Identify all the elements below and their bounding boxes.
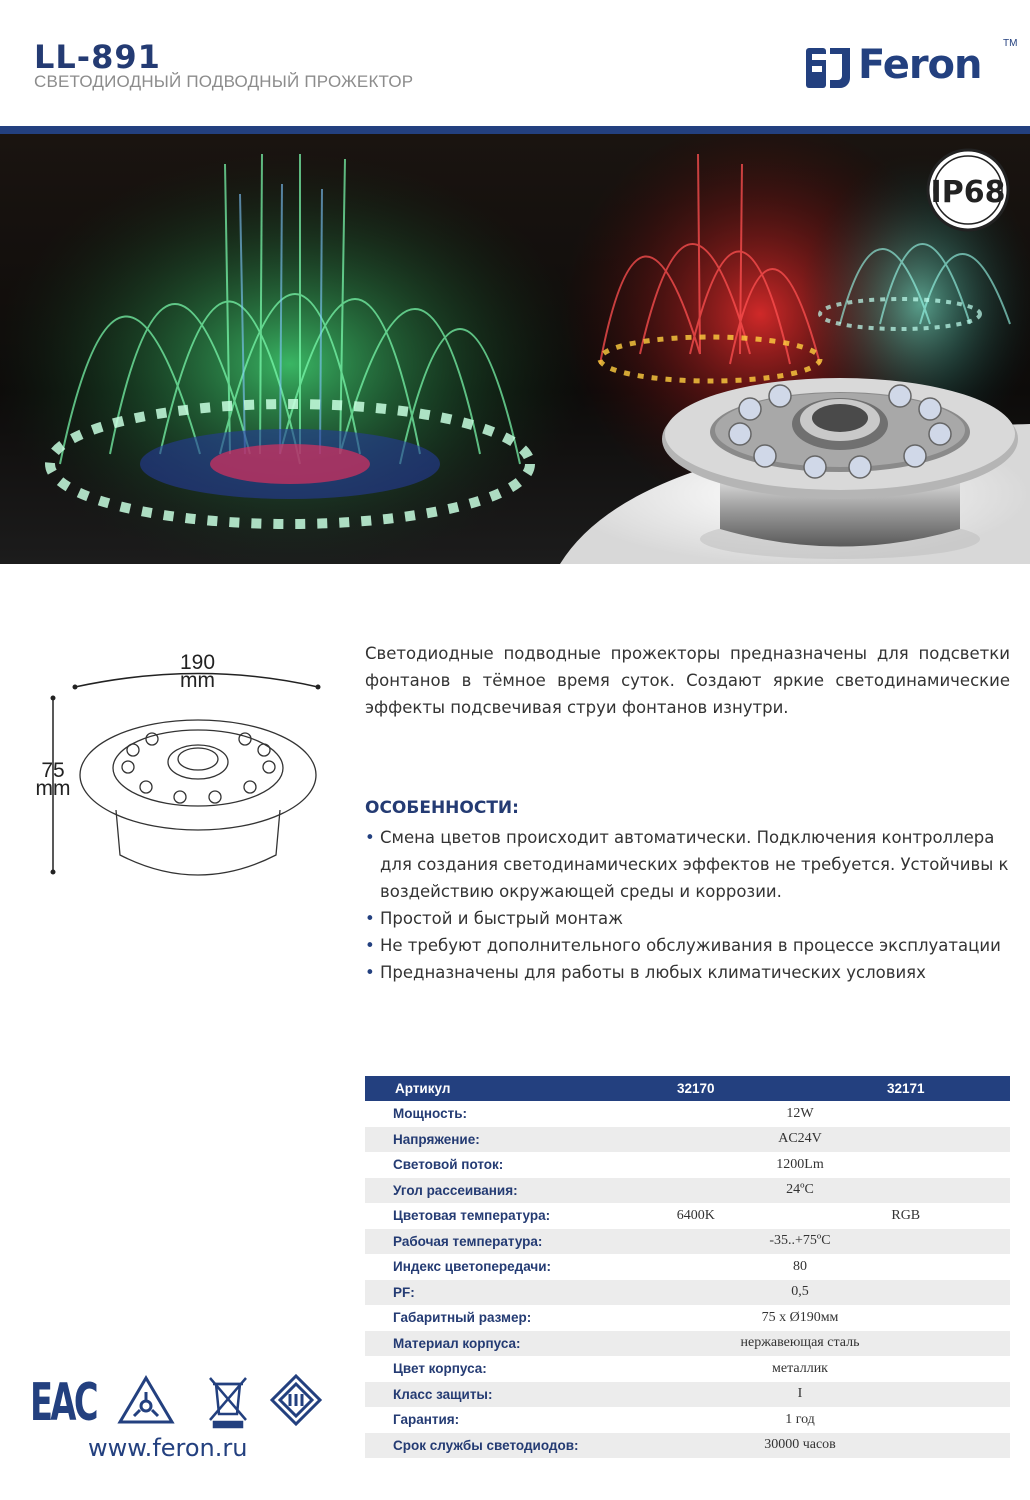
width-value: 190 [179, 651, 216, 674]
list-item [365, 905, 1020, 932]
feron-logo [800, 38, 1018, 96]
table-row [365, 1280, 1010, 1306]
product-subtitle: СВЕТОДИОДНЫЙ ПОДВОДНЫЙ ПРОЖЕКТОР [34, 72, 414, 91]
table-row [365, 1101, 1010, 1127]
spec-value: -35..+75ºC [590, 1229, 1010, 1255]
table-row [365, 1254, 1010, 1280]
certification-icons [30, 1370, 330, 1430]
specs-table [365, 1076, 1010, 1459]
bullet-icon: • [365, 909, 375, 928]
list-item [365, 932, 1020, 959]
eac-mark-icon [30, 1373, 97, 1430]
brand-name: Feron [858, 42, 982, 88]
spec-value: 30000 часов [590, 1433, 1010, 1459]
table-row [365, 1229, 1010, 1255]
table-row [365, 1178, 1010, 1204]
spec-value: нержавеющая сталь [590, 1331, 1010, 1357]
features-list [365, 824, 1020, 986]
dimension-drawing [20, 640, 340, 890]
spec-value: I [590, 1382, 1010, 1408]
spec-label: Напряжение: [365, 1127, 590, 1153]
table-row [365, 1407, 1010, 1433]
spec-value: AC24V [590, 1127, 1010, 1153]
spec-label: Индекс цветопередачи: [393, 1259, 551, 1275]
fountain-illustration [0, 134, 1030, 564]
spec-label: Материал корпуса: [365, 1331, 590, 1357]
spec-label: Гарантия: [393, 1412, 460, 1428]
width-dimension [170, 651, 225, 692]
header-rule [0, 126, 1030, 134]
spec-label: Класс защиты: [365, 1382, 590, 1408]
list-item [365, 959, 1020, 986]
spec-value: 12W [786, 1105, 814, 1121]
spec-value: 1200Lm [776, 1156, 824, 1172]
spec-label: Цветовая температура: [393, 1208, 551, 1224]
table-row [365, 1382, 1010, 1408]
spec-value: 24ºC [590, 1178, 1010, 1204]
feature-text: Предназначены для работы в любых климатических условиях [380, 963, 926, 982]
weee-bin-icon [210, 1378, 246, 1427]
specs-header-col2: 32171 [802, 1076, 1010, 1101]
spec-value-col2: RGB [891, 1207, 921, 1223]
product-description: Светодиодные подводные прожекторы предназначены для подсветки фонтанов в тёмное время суток. Создают яркие светодинамические эффекты подсвечивая струи фонтанов изнутри. [365, 644, 1010, 717]
trademark: TM [1003, 38, 1018, 49]
spec-label: Цвет корпуса: [393, 1361, 487, 1377]
ip68-badge: IP68 [930, 175, 1006, 210]
height-dimension [28, 759, 78, 800]
table-row [365, 1305, 1010, 1331]
spec-value: 0,5 [590, 1280, 1010, 1306]
height-value: 75 [41, 759, 65, 782]
spec-label: Угол рассеивания: [365, 1178, 590, 1204]
spec-value: 75 х Ø190мм [761, 1309, 839, 1325]
table-row [365, 1127, 1010, 1153]
class-iii-icon [272, 1376, 320, 1424]
hazard-triangle-icon [120, 1378, 172, 1422]
specs-header-row [365, 1076, 1010, 1101]
bullet-icon: • [365, 828, 375, 847]
website-link[interactable]: www.feron.ru [88, 1434, 248, 1462]
specs-header-col1: 32170 [590, 1076, 802, 1101]
specs-header-label: Артикул [365, 1076, 590, 1101]
table-row [365, 1203, 1010, 1229]
spec-label: Мощность: [393, 1106, 468, 1121]
spec-label: PF: [365, 1280, 590, 1306]
spec-label: Рабочая температура: [365, 1229, 590, 1255]
svg-text:EAC: EAC [30, 1373, 97, 1430]
model-title: LL-891 [34, 38, 161, 76]
bullet-icon: • [365, 963, 375, 982]
spec-value: металлик [772, 1360, 828, 1376]
table-row [365, 1356, 1010, 1382]
spec-label: Габаритный размер: [393, 1310, 532, 1326]
feron-mark-icon [804, 46, 852, 90]
spec-value: 80 [793, 1258, 807, 1274]
spec-value-col1: 6400K [676, 1207, 715, 1223]
spec-value: 1 год [785, 1411, 815, 1427]
height-unit: mm [35, 777, 71, 800]
table-row [365, 1331, 1010, 1357]
features-title: ОСОБЕННОСТИ: [365, 798, 519, 818]
feature-text: Смена цветов происходит автоматически. Подключения контроллера для создания светодинамических эффектов не требуется. Устойчивы к воздействию окружающей среды и коррозии. [380, 828, 1009, 901]
bullet-icon: • [365, 936, 375, 955]
list-item [365, 824, 1020, 905]
hero-image [0, 134, 1030, 564]
spec-label: Световой поток: [393, 1157, 504, 1173]
feature-text: Не требуют дополнительного обслуживания в процессе эксплуатации [380, 936, 1001, 955]
table-row [365, 1152, 1010, 1178]
table-row [365, 1433, 1010, 1459]
feature-text: Простой и быстрый монтаж [380, 909, 623, 928]
spec-label: Срок службы светодиодов: [365, 1433, 590, 1459]
width-unit: mm [180, 669, 215, 692]
